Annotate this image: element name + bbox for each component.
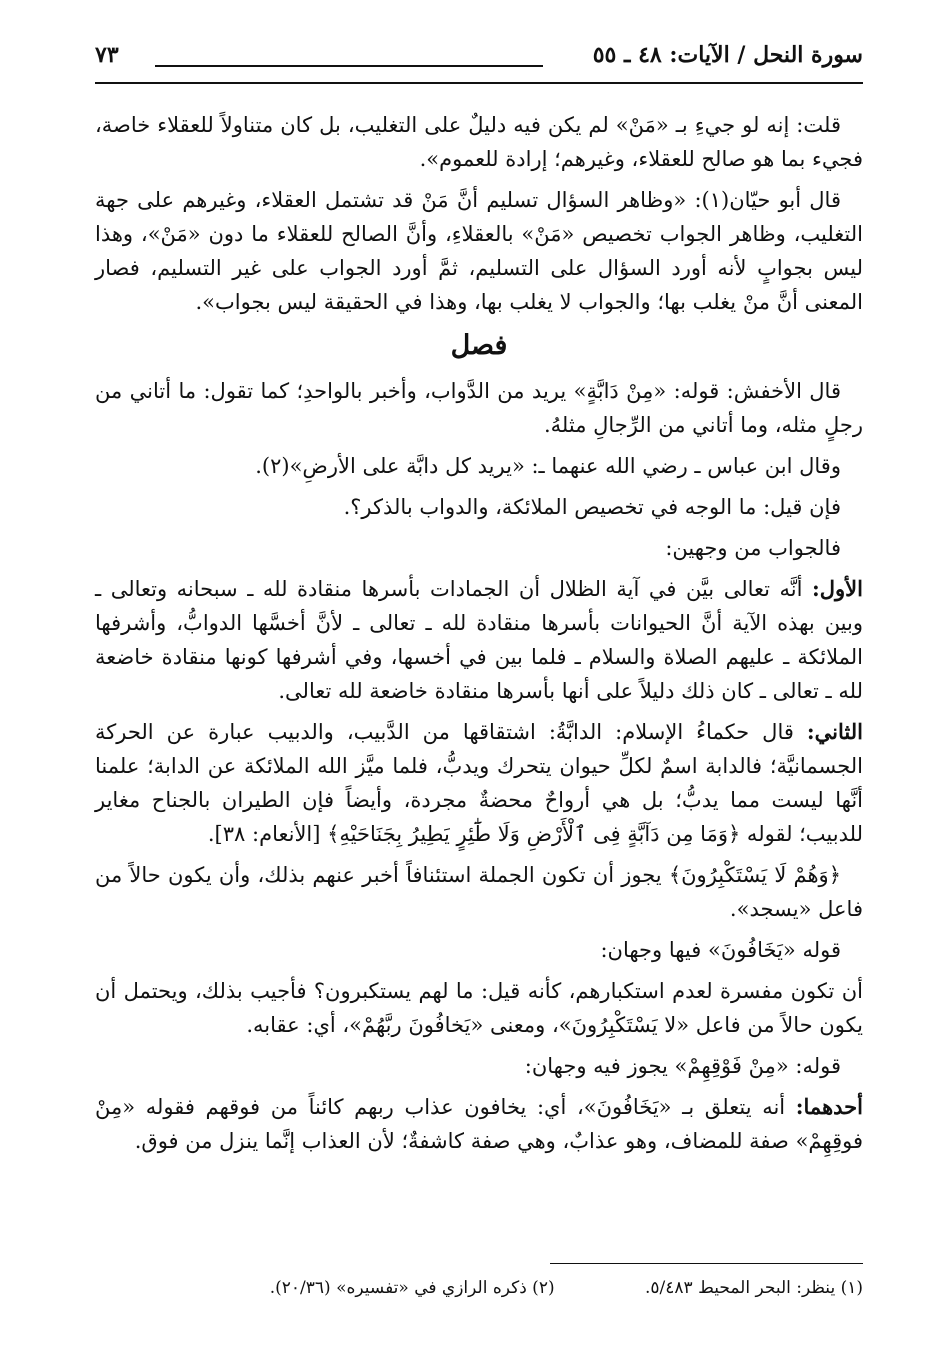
footnotes	[95, 1275, 863, 1301]
header-leader-line	[155, 65, 543, 67]
page-number: ٧٣	[95, 42, 119, 68]
section-heading: فصل	[450, 330, 508, 361]
paragraph	[95, 572, 863, 708]
paragraph: فإن قيل: ما الوجه في تخصيص الملائكة، والدواب بالذكر؟.	[343, 495, 841, 519]
paragraph: قوله: «مِنْ فَوْقِهِمْ» يجوز فيه وجهان:	[524, 1054, 841, 1078]
footnote: (٢) ذكره الرازي في «تفسيره» (٢٠/٣٦).	[269, 1278, 555, 1298]
header-title: سورة النحل / الآيات: ٤٨ ـ ٥٥	[592, 42, 863, 68]
header-rule	[95, 82, 863, 84]
paragraph: قال الأخفش: قوله: «مِنْ دَابَّةٍ» يريد من الدَّواب، وأخبر بالواحدِ؛ كما تقول: ما أتاني من رجلٍ مثله، وما أتاني من الرِّجالِ مثلهُ.	[95, 379, 863, 437]
paragraph-lead: الأول:	[812, 576, 863, 601]
paragraph-text: أنه يتعلق بـ «يَخَافُونَ»، أي: يخافون عذاب ربهم كائناً من فوقهم فقوله «مِنْ فوقِهِمْ» صفة للمضاف، وهو عذابٌ، وهي صفة كاشفةٌ؛ لأن العذاب إنَّما ينزل من فوق.	[95, 1095, 863, 1153]
paragraph-lead: الثاني:	[806, 719, 863, 744]
paragraph-text: أنَّه تعالى بيَّن في آية الظلال أن الجمادات بأسرها منقادة لله ـ سبحانه وتعالى ـ وبين بهذه الآية أنَّ الحيوانات بأسرها منقادة لله ـ تعالى ـ لأنَّ أخسَّها الدوابُّ، وأشرفها الملائكة ـ عليهم الصلاة والسلام ـ فلما بين في أخسها، وفي أشرفها كونها منقادة خاضعة لله ـ تعالى ـ كان ذلك دليلاً على أنها بأسرها منقادة خاضعة لله تعالى.	[95, 577, 863, 703]
paragraph-text: قال حكماءُ الإسلام: الدابَّةُ: اشتقاقها من الدَّبيب، والدبيب عبارة عن الحركة الجسمانيَّة؛ فالدابة اسمٌ لكلِّ حيوان يتحرك ويدبُّ، فلما ميَّز الله الملائكة عن الدابة؛ علمنا أنَّها ليست مما يدبُّ؛ بل هي أرواحٌ محضةٌ مجردة، وأيضاً فإن الطيران بالجناح مغاير للدبيب؛ لقوله ﴿وَمَا مِن دَآبَّةٍ فِى ٱلْأَرْضِ وَلَا طَٰٓئِرٍ يَطِيرُ بِجَنَاحَيْهِ﴾ [الأنعام: ٣٨].	[95, 720, 863, 846]
paragraph-lead: أحدهما:	[795, 1094, 863, 1119]
footnote-rule	[550, 1263, 863, 1264]
paragraph: فالجواب من وجهين:	[665, 536, 841, 560]
paragraph: أن تكون مفسرة لعدم استكبارهم، كأنه قيل: ما لهم يستكبرون؟ فأجيب بذلك، ويحتمل أن يكون حالاً من فاعل «لا يَسْتَكْبِرُونَ»، ومعنى «يَخافُونَ ربَّهُمْ»، أي: عقابه.	[95, 979, 863, 1037]
paragraph: قلت: إنه لو جيءِ بـ «مَنْ» لم يكن فيه دليلٌ على التغليب، بل كان متناولاً للعقلاء خاصة، فجيء بما هو صالح للعقلاء، وغيرهم؛ إرادة للعموم».	[95, 113, 863, 171]
paragraph: وقال ابن عباس ـ رضي الله عنهما ـ: «يريد كل دابَّة على الأرضِ»(٢).	[255, 454, 841, 478]
paragraph: ﴿وَهُمْ لَا يَسْتَكْبِرُونَ﴾ يجوز أن تكون الجملة استئنافاً أخبر عنهم بذلك، وأن يكون حالاً من فاعل «يسجد».	[95, 863, 863, 921]
footnote: (١) ينظر: البحر المحيط ٥/٤٨٣.	[645, 1278, 863, 1298]
paragraph	[95, 715, 863, 851]
running-header	[95, 38, 863, 78]
paragraph: قال أبو حيّان(١): «وظاهر السؤال تسليم أنَّ مَنْ قد تشتمل العقلاء، وغيرهم على جهة التغليب، وظاهر الجواب تخصيص «مَنْ» بالعقلاءِ، وأنَّ الصالح للعقلاء ما دون «مَنْ»، وهذا ليس بجوابٍ لأنه أورد السؤال على التسليم، ثمَّ أورد الجواب على غير التسليم، فصار المعنى أنَّ منْ يغلب بها؛ والجواب لا يغلب بها، وهذا في الحقيقة ليس بجواب».	[95, 188, 863, 314]
paragraph	[95, 1090, 863, 1158]
paragraph: قوله «يَخَافُونَ» فيها وجهان:	[600, 938, 841, 962]
main-text	[95, 108, 863, 1165]
